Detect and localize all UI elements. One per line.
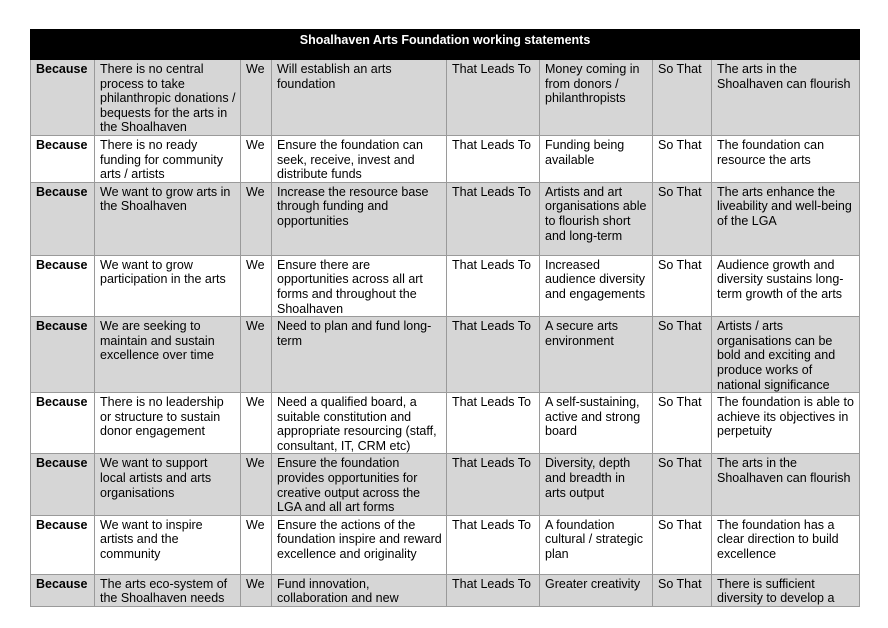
outcome-cell: The arts enhance the liveability and well-being of the LGA <box>712 182 860 255</box>
table-title-row <box>31 30 860 60</box>
result-cell: Money coming in from donors / philanthropists <box>540 60 653 136</box>
because-keyword: Because <box>31 454 95 515</box>
so-that-keyword: So That <box>653 574 712 606</box>
leads-to-keyword: That Leads To <box>447 393 540 454</box>
action-cell: Ensure the actions of the foundation inspire and reward excellence and originality <box>272 515 447 574</box>
so-that-keyword: So That <box>653 182 712 255</box>
table-row <box>31 182 860 255</box>
statements-document <box>30 29 859 607</box>
because-keyword: Because <box>31 135 95 182</box>
reason-cell: We want to inspire artists and the community <box>95 515 241 574</box>
so-that-keyword: So That <box>653 317 712 393</box>
outcome-cell: There is sufficient diversity to develop a <box>712 574 860 606</box>
reason-cell: There is no ready funding for community arts / artists <box>95 135 241 182</box>
because-keyword: Because <box>31 574 95 606</box>
leads-to-keyword: That Leads To <box>447 454 540 515</box>
action-cell: Ensure the foundation provides opportunities for creative output across the LGA and all art forms <box>272 454 447 515</box>
table-row <box>31 454 860 515</box>
reason-cell: We are seeking to maintain and sustain excellence over time <box>95 317 241 393</box>
outcome-cell: The foundation is able to achieve its objectives in perpetuity <box>712 393 860 454</box>
so-that-keyword: So That <box>653 515 712 574</box>
we-keyword: We <box>241 60 272 136</box>
so-that-keyword: So That <box>653 454 712 515</box>
we-keyword: We <box>241 317 272 393</box>
action-cell: Increase the resource base through funding and opportunities <box>272 182 447 255</box>
reason-cell: The arts eco-system of the Shoalhaven needs <box>95 574 241 606</box>
reason-cell: There is no leadership or structure to sustain donor engagement <box>95 393 241 454</box>
action-cell: Need to plan and fund long-term <box>272 317 447 393</box>
result-cell: A self-sustaining, active and strong board <box>540 393 653 454</box>
leads-to-keyword: That Leads To <box>447 574 540 606</box>
reason-cell: There is no central process to take philanthropic donations / bequests for the arts in the Shoalhaven <box>95 60 241 136</box>
statements-table <box>30 29 860 607</box>
result-cell: Artists and art organisations able to flourish short and long-term <box>540 182 653 255</box>
action-cell: Will establish an arts foundation <box>272 60 447 136</box>
leads-to-keyword: That Leads To <box>447 182 540 255</box>
we-keyword: We <box>241 574 272 606</box>
table-row <box>31 317 860 393</box>
table-row <box>31 135 860 182</box>
we-keyword: We <box>241 182 272 255</box>
table-row <box>31 60 860 136</box>
outcome-cell: The foundation has a clear direction to build excellence <box>712 515 860 574</box>
we-keyword: We <box>241 393 272 454</box>
outcome-cell: Artists / arts organisations can be bold and exciting and produce works of national significance <box>712 317 860 393</box>
action-cell: Need a qualified board, a suitable constitution and appropriate resourcing (staff, consultant, IT, CRM etc) <box>272 393 447 454</box>
leads-to-keyword: That Leads To <box>447 135 540 182</box>
result-cell: Greater creativity <box>540 574 653 606</box>
action-cell: Fund innovation, collaboration and new <box>272 574 447 606</box>
reason-cell: We want to grow arts in the Shoalhaven <box>95 182 241 255</box>
because-keyword: Because <box>31 515 95 574</box>
result-cell: Increased audience diversity and engagements <box>540 255 653 316</box>
result-cell: A foundation cultural / strategic plan <box>540 515 653 574</box>
table-title: Shoalhaven Arts Foundation working statements <box>31 30 860 60</box>
because-keyword: Because <box>31 317 95 393</box>
we-keyword: We <box>241 255 272 316</box>
we-keyword: We <box>241 515 272 574</box>
outcome-cell: Audience growth and diversity sustains long-term growth of the arts <box>712 255 860 316</box>
action-cell: Ensure there are opportunities across all art forms and throughout the Shoalhaven <box>272 255 447 316</box>
reason-cell: We want to grow participation in the arts <box>95 255 241 316</box>
because-keyword: Because <box>31 393 95 454</box>
outcome-cell: The arts in the Shoalhaven can flourish <box>712 60 860 136</box>
leads-to-keyword: That Leads To <box>447 255 540 316</box>
result-cell: Funding being available <box>540 135 653 182</box>
because-keyword: Because <box>31 60 95 136</box>
because-keyword: Because <box>31 182 95 255</box>
because-keyword: Because <box>31 255 95 316</box>
so-that-keyword: So That <box>653 60 712 136</box>
so-that-keyword: So That <box>653 255 712 316</box>
result-cell: A secure arts environment <box>540 317 653 393</box>
reason-cell: We want to support local artists and arts organisations <box>95 454 241 515</box>
table-row <box>31 574 860 606</box>
result-cell: Diversity, depth and breadth in arts output <box>540 454 653 515</box>
table-row <box>31 393 860 454</box>
table-row <box>31 255 860 316</box>
leads-to-keyword: That Leads To <box>447 515 540 574</box>
leads-to-keyword: That Leads To <box>447 60 540 136</box>
leads-to-keyword: That Leads To <box>447 317 540 393</box>
action-cell: Ensure the foundation can seek, receive, invest and distribute funds <box>272 135 447 182</box>
outcome-cell: The arts in the Shoalhaven can flourish <box>712 454 860 515</box>
so-that-keyword: So That <box>653 135 712 182</box>
we-keyword: We <box>241 135 272 182</box>
outcome-cell: The foundation can resource the arts <box>712 135 860 182</box>
we-keyword: We <box>241 454 272 515</box>
so-that-keyword: So That <box>653 393 712 454</box>
table-row <box>31 515 860 574</box>
